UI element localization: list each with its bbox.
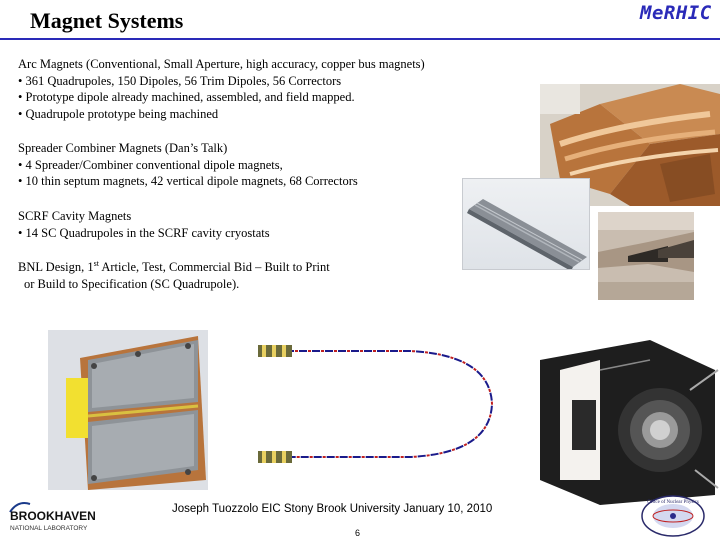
bnl-logo-line-2: NATIONAL LABORATORY	[10, 525, 88, 532]
scrf-section	[18, 208, 270, 241]
arc-bullet-3: • Quadrupole prototype being machined	[18, 106, 219, 121]
bnl-line-1	[18, 259, 330, 276]
page-number: 6	[355, 528, 361, 538]
bnl-line-1-a: BNL Design, 1	[18, 260, 94, 274]
seal-text: Office of Nuclear Physics	[647, 500, 699, 505]
ring-layout-diagram	[240, 335, 510, 473]
spreader-section	[18, 140, 358, 190]
seal-drawing	[640, 494, 706, 538]
title-divider	[0, 38, 720, 40]
arc-bullet-1: • 361 Quadrupoles, 150 Dipoles, 56 Trim Dipoles, 56 Correctors	[18, 73, 342, 88]
arc-bullet-2: • Prototype dipole already machined, assembled, and field mapped.	[18, 90, 355, 104]
spreader-model-drawing	[463, 179, 590, 270]
bnl-line-1-b: Article, Test, Commercial Bid – Built to Print	[98, 260, 330, 274]
septum-drawing	[598, 212, 694, 300]
scrf-heading: SCRF Cavity Magnets	[18, 209, 132, 223]
spreader-heading: Spreader Combiner Magnets (Dan’s Talk)	[18, 141, 228, 155]
spreader-dipole-model	[462, 178, 590, 270]
spreader-bullet-2: • 10 thin septum magnets, 42 vertical dipole magnets, 68 Correctors	[18, 174, 358, 188]
quadrupole-model	[48, 330, 208, 490]
scrf-cryostat-model	[530, 330, 720, 505]
page-title: Magnet Systems	[30, 8, 184, 33]
quad-model-drawing	[48, 330, 208, 490]
cryostat-drawing	[530, 330, 720, 505]
brookhaven-logo	[8, 498, 120, 536]
scrf-bullet-1: • 14 SC Quadrupoles in the SCRF cavity cryostats	[18, 225, 270, 240]
septum-magnet-photo	[598, 212, 694, 300]
footer-credit: Joseph Tuozzolo EIC Stony Brook University January 10, 2010	[172, 503, 493, 515]
office-of-nuclear-physics-seal	[640, 494, 706, 538]
bnl-line-2: or Build to Specification (SC Quadrupole).	[24, 276, 240, 291]
spreader-bullet-1: • 4 Spreader/Combiner conventional dipole magnets,	[18, 157, 283, 172]
bnl-design-section	[18, 259, 330, 292]
arc-magnets-section	[18, 56, 425, 122]
ring-drawing	[240, 335, 510, 473]
mehric-logo: MeRHIC	[640, 2, 712, 24]
bnl-logo-drawing	[8, 498, 120, 536]
bnl-line-1-sup: st	[93, 258, 99, 268]
bnl-logo-line-1: BROOKHAVEN	[10, 509, 96, 523]
arc-heading: Arc Magnets (Conventional, Small Aperture, high accuracy, copper bus magnets)	[18, 57, 425, 71]
